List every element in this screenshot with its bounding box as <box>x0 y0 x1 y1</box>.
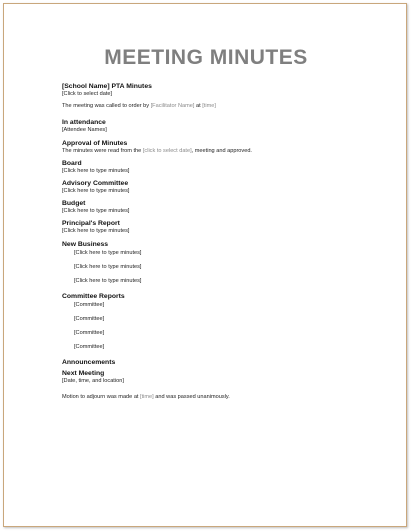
call-to-order-text: The meeting was called to order by <box>62 103 151 110</box>
approval-text: The minutes were read from the <box>62 147 143 154</box>
adjourn-suffix: and was passed unanimously. <box>153 393 230 400</box>
approval-line <box>62 148 382 155</box>
meeting-date-field[interactable]: [Click to select date] <box>62 91 113 97</box>
next-meeting-field[interactable]: [Date, time, and location] <box>62 377 124 384</box>
advisory-heading: Advisory Committee <box>62 180 129 188</box>
document-title: MEETING MINUTES <box>104 46 308 69</box>
document-body <box>62 83 382 401</box>
board-minutes-field[interactable]: [Click here to type minutes] <box>62 167 130 174</box>
announcements-heading: Announcements <box>62 358 116 366</box>
new-business-item-field[interactable]: [Click here to type minutes] <box>74 263 142 270</box>
committee-reports-heading: Committee Reports <box>62 292 125 300</box>
committee-field[interactable]: [Committee] <box>74 343 105 350</box>
budget-minutes-field[interactable]: [Click here to type minutes] <box>62 208 130 215</box>
budget-heading: Budget <box>62 200 86 208</box>
school-minutes-heading <box>62 83 382 91</box>
new-business-item-field[interactable]: [Click here to type minutes] <box>74 249 142 256</box>
minutes-suffix: PTA Minutes <box>109 83 152 90</box>
school-name-field[interactable]: [School Name] <box>62 83 110 90</box>
advisory-minutes-field[interactable]: [Click here to type minutes] <box>62 188 130 195</box>
committee-field[interactable]: [Committee] <box>74 329 105 336</box>
adjourn-text: Motion to adjourn was made at <box>62 393 141 400</box>
at-text: at <box>194 103 203 110</box>
call-time-field[interactable]: [time] <box>202 103 216 110</box>
in-attendance-heading: In attendance <box>62 119 106 127</box>
principal-heading: Principal's Report <box>62 220 120 228</box>
board-heading: Board <box>62 159 82 167</box>
adjourn-line <box>62 394 382 401</box>
committee-field[interactable]: [Committee] <box>74 315 105 322</box>
call-to-order-line <box>62 103 382 110</box>
next-meeting-heading: Next Meeting <box>62 369 105 377</box>
approval-date-field[interactable]: [click to select date] <box>142 147 192 154</box>
attendee-names-field[interactable]: [Attendee Names] <box>62 127 107 134</box>
adjourn-time-field[interactable]: [time] <box>140 393 154 400</box>
new-business-item-field[interactable]: [Click here to type minutes] <box>74 277 142 284</box>
principal-minutes-field[interactable]: [Click here to type minutes] <box>62 228 130 235</box>
approval-heading: Approval of Minutes <box>62 139 128 147</box>
committee-field[interactable]: [Committee] <box>74 301 105 308</box>
new-business-heading: New Business <box>62 240 109 248</box>
approval-suffix: , meeting and approved. <box>191 147 252 154</box>
facilitator-field[interactable]: [Facilitator Name] <box>150 103 195 110</box>
